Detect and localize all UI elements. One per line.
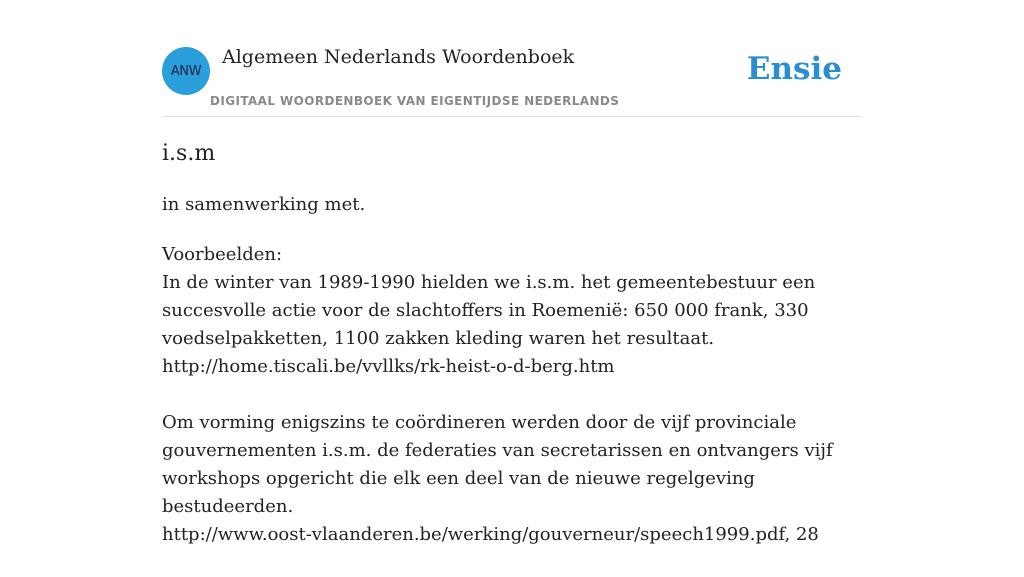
example-line: workshops opgericht die elk een deel van de nieuwe regelgeving bestudeerden. bbox=[162, 468, 755, 517]
example-line: succesvolle actie voor de slachtoffers in Roemenië: 650 000 frank, 330 bbox=[162, 300, 809, 321]
site-title[interactable]: Algemeen Nederlands Woordenboek bbox=[222, 46, 575, 68]
page-container bbox=[162, 0, 862, 545]
example-item bbox=[162, 269, 862, 381]
site-subtitle: DIGITAAL WOORDENBOEK VAN EIGENTIJDSE NEDERLANDS bbox=[210, 94, 620, 108]
example-source-link[interactable]: http://home.tiscali.be/vvllks/rk-heist-o-d-berg.htm bbox=[162, 356, 615, 377]
example-source-link[interactable]: http://www.oost-vlaanderen.be/werking/gouverneur/speech1999.pdf, 28 bbox=[162, 524, 819, 545]
entry-definition: in samenwerking met. bbox=[162, 194, 366, 215]
example-line: gouvernementen i.s.m. de federaties van secretarissen en ontvangers vijf bbox=[162, 440, 833, 461]
example-line: voedselpakketten, 1100 zakken kleding waren het resultaat. bbox=[162, 328, 715, 349]
examples-label: Voorbeelden: bbox=[162, 244, 283, 265]
example-line: In de winter van 1989-1990 hielden we i.s.m. het gemeentebestuur een bbox=[162, 272, 816, 293]
entry-term: i.s.m bbox=[162, 141, 216, 166]
ensie-brand-logo[interactable]: Ensie bbox=[746, 51, 842, 87]
example-item bbox=[162, 409, 862, 549]
examples-section bbox=[162, 241, 862, 577]
example-line: Om vorming enigszins te coördineren werden door de vijf provinciale bbox=[162, 412, 797, 433]
anw-logo[interactable]: ANW bbox=[162, 47, 210, 95]
site-header bbox=[162, 0, 862, 117]
